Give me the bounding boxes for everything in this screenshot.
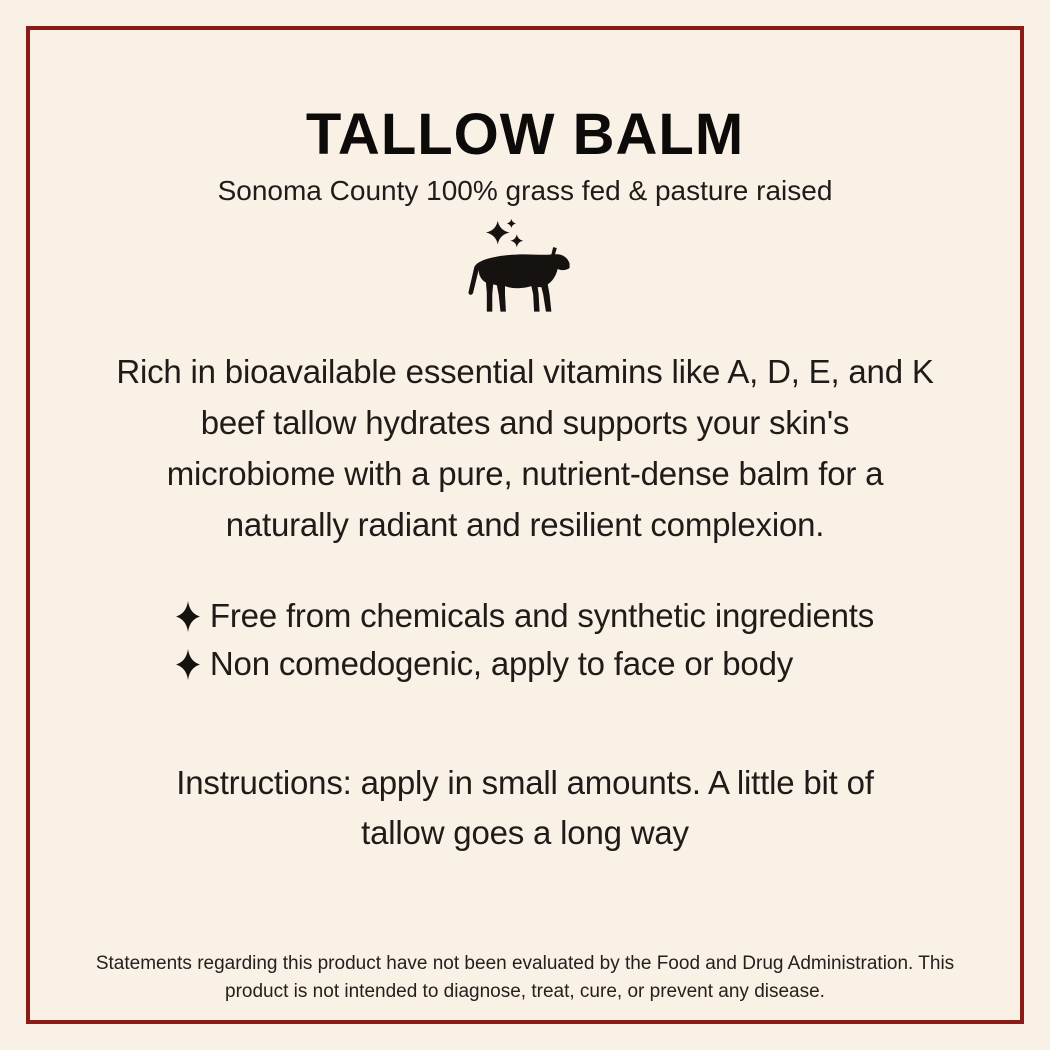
description-line: beef tallow hydrates and supports your skin's <box>200 404 850 441</box>
feature-item <box>176 592 874 640</box>
description-line: naturally radiant and resilient complexion. <box>225 506 825 543</box>
disclaimer-line: product is not intended to diagnose, treat, cure, or prevent any disease. <box>225 981 825 1002</box>
product-title: TALLOW BALM <box>305 102 745 167</box>
product-description <box>0 346 1050 550</box>
cow-icon <box>0 218 1050 318</box>
sparkle-bullet-icon <box>176 601 200 632</box>
instructions-line: tallow goes a long way <box>361 814 689 851</box>
feature-list <box>176 592 874 688</box>
description-line: microbiome with a pure, nutrient-dense balm for a <box>166 455 884 492</box>
disclaimer-line: Statements regarding this product have not been evaluated by the Food and Drug Administration. This <box>95 953 955 974</box>
feature-text: Free from chemicals and synthetic ingredients <box>209 597 875 634</box>
instructions-line: Instructions: apply in small amounts. A little bit of <box>176 764 874 801</box>
product-subtitle: Sonoma County 100% grass fed & pasture raised <box>217 175 833 206</box>
sparkle-small-icon <box>507 219 516 228</box>
feature-item <box>176 640 874 688</box>
sparkle-large-icon <box>486 221 510 245</box>
description-line: Rich in bioavailable essential vitamins like A, D, E, and K <box>116 353 934 390</box>
feature-text: Non comedogenic, apply to face or body <box>209 645 794 682</box>
sparkle-medium-icon <box>510 234 523 247</box>
instructions <box>0 758 1050 858</box>
disclaimer <box>40 950 1010 1006</box>
sparkle-bullet-icon <box>176 649 200 680</box>
cow-silhouette <box>469 247 570 312</box>
